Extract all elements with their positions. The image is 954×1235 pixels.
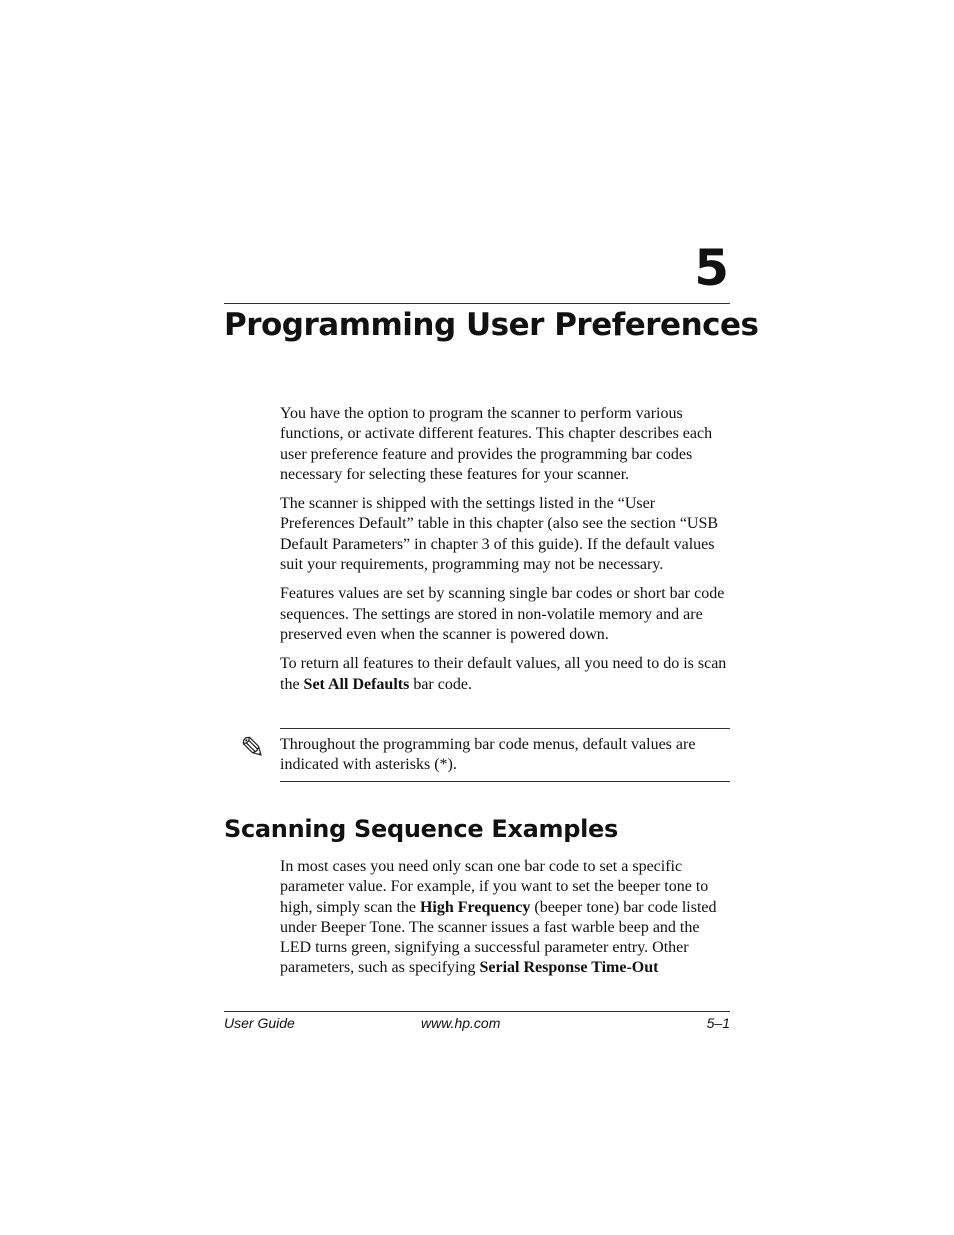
section-paragraph-1 bbox=[280, 857, 732, 979]
note-text: Throughout the programming bar code menus, default values are indicated with asterisks (*). bbox=[280, 736, 696, 774]
chapter-number: 5 bbox=[694, 239, 729, 297]
high-frequency-term: High Frequency bbox=[419, 898, 531, 916]
serial-response-timeout-term: Serial Response Time-Out bbox=[479, 959, 659, 977]
intro-section bbox=[280, 404, 732, 704]
intro-paragraph-4-text-a: To return all features to their default values, all you need to do is scan the bbox=[280, 655, 727, 693]
set-all-defaults-term: Set All Defaults bbox=[303, 675, 410, 693]
note-box bbox=[280, 728, 730, 782]
section-paragraph-1-text-a: In most cases you need only scan one bar code to set a specific parameter value. For example, if you want to set the beeper tone to high, simply scan the bbox=[280, 858, 709, 916]
intro-paragraph-4 bbox=[280, 654, 732, 695]
intro-paragraph-2: The scanner is shipped with the settings listed in the “User Preferences Default” table in this chapter (also see the section “USB Default Parameters” in chapter 3 of this guide). If the default values suit your requirements, programming may not be necessary. bbox=[280, 495, 719, 574]
section-heading: Scanning Sequence Examples bbox=[224, 815, 619, 843]
footer-website-link[interactable]: www.hp.com bbox=[421, 1015, 501, 1031]
section-body bbox=[280, 857, 732, 988]
section-paragraph-1-text-b: (beeper tone) bar code listed under Beeper Tone. The scanner issues a fast warble beep and the LED turns green, signifying a successful parameter entry. Other parameters, such as specifying bbox=[280, 898, 717, 977]
footer-guide-title: User Guide bbox=[224, 1015, 295, 1031]
pencil-icon: ✎ bbox=[240, 731, 266, 766]
chapter-title: Programming User Preferences bbox=[224, 307, 759, 343]
intro-paragraph-3: Features values are set by scanning single bar codes or short bar code sequences. The settings are stored in non-volatile memory and are preserved even when the scanner is powered down. bbox=[280, 585, 725, 643]
footer-page-number: 5–1 bbox=[706, 1015, 730, 1031]
chapter-rule bbox=[224, 303, 730, 304]
footer-rule bbox=[224, 1011, 730, 1012]
intro-paragraph-4-text-b: bar code. bbox=[409, 675, 472, 693]
page-footer bbox=[224, 1014, 730, 1032]
intro-paragraph-1: You have the option to program the scanner to perform various functions, or activate different features. This chapter describes each user preference feature and provides the programming bar codes necessary for selecting these features for your scanner. bbox=[280, 405, 713, 483]
